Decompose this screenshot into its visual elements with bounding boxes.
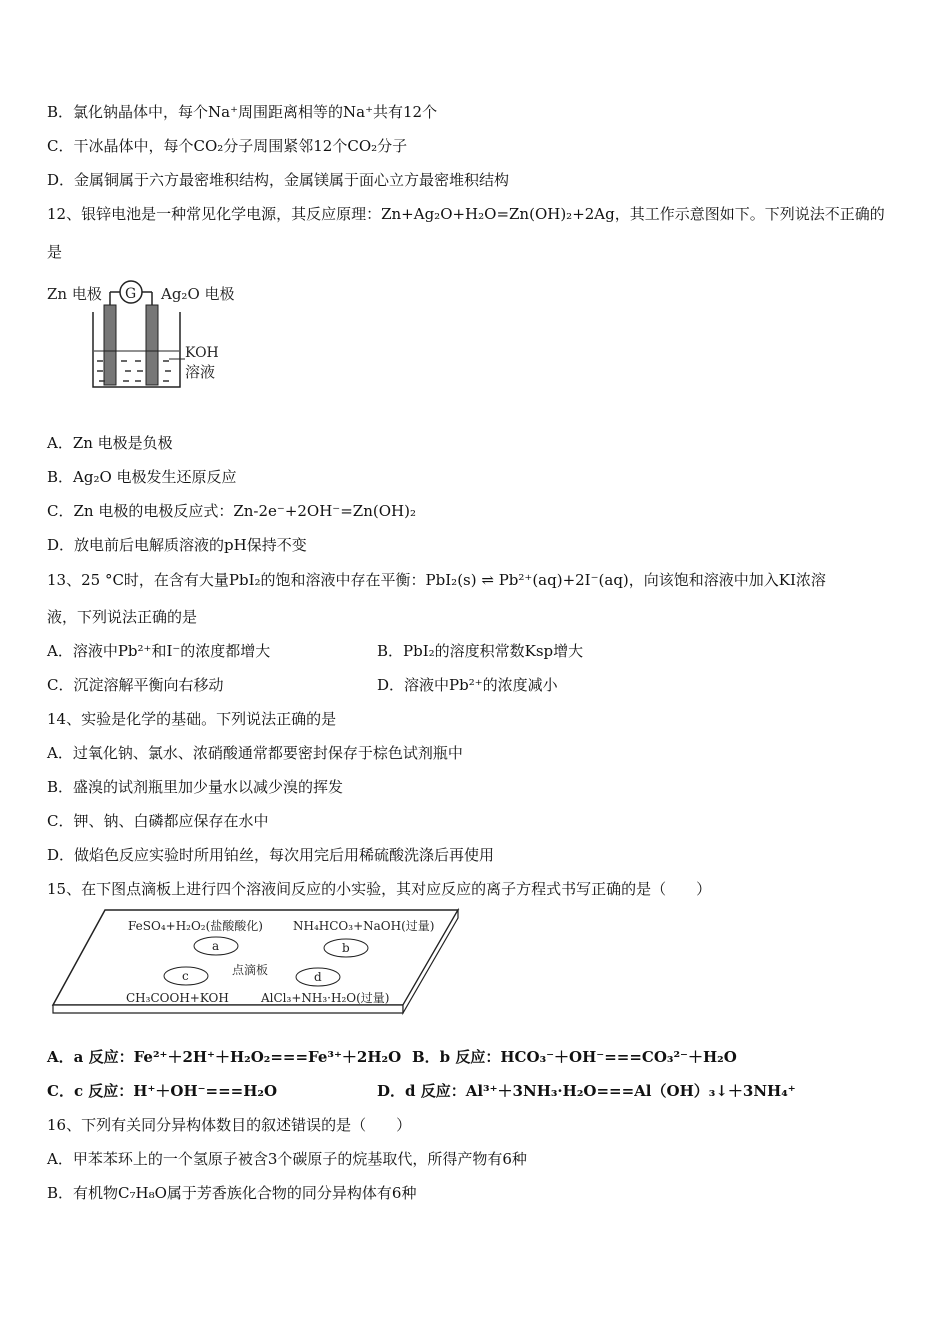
q12-option-a: A．Zn 电极是负极: [47, 434, 173, 452]
q12-stem-cont: 是: [47, 243, 63, 261]
q11-option-d: D．金属铜属于六方最密堆积结构，金属镁属于面心立方最密堆积结构: [47, 171, 510, 189]
q12-stem: 12、银锌电池是一种常见化学电源，其反应原理：Zn+Ag₂O+H₂O=Zn(OH)₂+2Ag，其工作示意图如下。下列说法不正确的: [47, 205, 885, 223]
solution-label: 溶液: [185, 363, 216, 381]
q15-option-d: D．d 反应：Al³⁺＋3NH₃·H₂O===Al（OH）₃↓＋3NH₄⁺: [377, 1082, 796, 1100]
zn-electrode-label: Zn 电极: [47, 285, 102, 303]
well-b-reagent: NH₄HCO₃+NaOH(过量): [293, 919, 435, 933]
q13-option-c: C．沉淀溶解平衡向右移动: [47, 676, 224, 694]
koh-label: KOH: [185, 345, 219, 361]
q16-option-b: B．有机物C₇H₈O属于芳香族化合物的同分异构体有6种: [47, 1184, 417, 1202]
q12-option-c: C．Zn 电极的电极反应式：Zn-2e⁻+2OH⁻=Zn(OH)₂: [47, 502, 416, 520]
ag2o-electrode: [146, 305, 158, 385]
q15-option-a: A．a 反应：Fe²⁺＋2H⁺＋H₂O₂===Fe³⁺＋2H₂O: [47, 1048, 402, 1066]
plate-title: 点滴板: [232, 963, 269, 977]
q13-stem-cont: 液，下列说法正确的是: [47, 608, 198, 626]
well-c-reagent: CH₃COOH+KOH: [126, 991, 229, 1005]
q14-option-b: B．盛溴的试剂瓶里加少量水以减少溴的挥发: [47, 778, 344, 796]
well-d-reagent: AlCl₃+NH₃·H₂O(过量): [261, 991, 390, 1005]
zn-electrode: [104, 305, 116, 385]
ag2o-electrode-label: Ag₂O 电极: [161, 285, 235, 303]
well-a-label: a: [212, 939, 220, 953]
q15-option-b: B．b 反应：HCO₃⁻＋OH⁻===CO₃²⁻＋H₂O: [412, 1048, 737, 1066]
q14-option-c: C．钾、钠、白磷都应保存在水中: [47, 812, 269, 830]
q11-option-b: B．氯化钠晶体中，每个Na⁺周围距离相等的Na⁺共有12个: [47, 103, 438, 121]
q11-option-c: C．干冰晶体中，每个CO₂分子周围紧邻12个CO₂分子: [47, 137, 408, 155]
q13-option-d: D．溶液中Pb²⁺的浓度减小: [377, 676, 558, 694]
q12-option-d: D．放电前后电解质溶液的pH保持不变: [47, 536, 307, 554]
q12-option-b: B．Ag₂O 电极发生还原反应: [47, 468, 237, 486]
q13-option-b: B．PbI₂的溶度积常数Ksp增大: [377, 642, 584, 660]
q16-stem: 16、下列有关同分异构体数目的叙述错误的是（ ）: [47, 1116, 412, 1134]
q16-option-a: A．甲苯苯环上的一个氢原子被含3个碳原子的烷基取代，所得产物有6种: [47, 1150, 527, 1168]
q15-option-c: C．c 反应：H⁺＋OH⁻===H₂O: [47, 1082, 278, 1100]
battery-diagram: [45, 275, 245, 400]
well-d-label: d: [314, 970, 322, 984]
well-c-label: c: [182, 969, 189, 983]
well-a-reagent: FeSO₄+H₂O₂(盐酸酸化): [128, 919, 263, 933]
q14-option-d: D．做焰色反应实验时所用铂丝，每次用完后用稀硫酸洗涤后再使用: [47, 846, 495, 864]
well-b-label: b: [342, 941, 350, 955]
plate-side: [53, 1005, 403, 1013]
q13-stem: 13、25 °C时，在含有大量PbI₂的饱和溶液中存在平衡：PbI₂(s) ⇌ Pb²⁺(aq)+2I⁻(aq)，向该饱和溶液中加入KI浓溶: [47, 571, 826, 589]
q15-stem: 15、在下图点滴板上进行四个溶液间反应的小实验，其对应反应的离子方程式书写正确的是（ ）: [47, 880, 712, 898]
galvanometer-label: G: [125, 286, 137, 302]
q13-option-a: A．溶液中Pb²⁺和I⁻的浓度都增大: [47, 642, 271, 660]
spot-plate-diagram: [50, 905, 465, 1020]
q14-option-a: A．过氧化钠、氯水、浓硝酸通常都要密封保存于棕色试剂瓶中: [47, 744, 463, 762]
q14-stem: 14、实验是化学的基础。下列说法正确的是: [47, 710, 337, 728]
